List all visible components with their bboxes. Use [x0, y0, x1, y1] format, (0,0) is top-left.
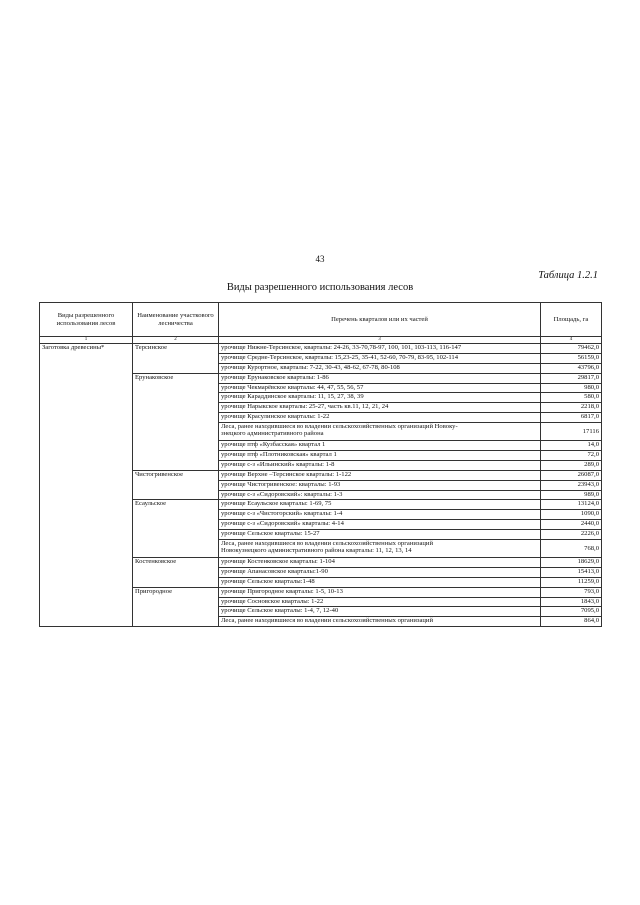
quarters-cell — [219, 363, 541, 373]
column-number: 4 — [541, 337, 602, 344]
quarters-text-line2: Новокузнецкого административного района кварталы: 11, 12, 13, 14 — [221, 547, 412, 555]
area-cell: 29817,0 — [541, 373, 602, 383]
area-cell: 2218,0 — [541, 403, 602, 413]
area-cell: 1843,0 — [541, 597, 602, 607]
quarters-text: урочище Верхне –Терсинское кварталы: 1-122 — [221, 470, 352, 478]
quarters-cell — [219, 373, 541, 383]
forest-use-table — [39, 302, 602, 627]
quarters-cell — [219, 344, 541, 354]
quarters-cell — [219, 587, 541, 597]
quarters-cell — [219, 577, 541, 587]
area-cell: 580,0 — [541, 393, 602, 403]
quarters-text: урочище птф «Кузбасская» квартал 1 — [221, 441, 326, 449]
quarters-text: урочище с-з «Сидоровский» кварталы: 4-14 — [221, 520, 344, 528]
quarters-text: урочище птф «Плотниковская» квартал 1 — [221, 451, 337, 459]
forestry-name-cell: Терсинское — [133, 344, 219, 374]
quarters-text: урочище Сельское кварталы: 15-27 — [221, 530, 320, 538]
quarters-cell — [219, 480, 541, 490]
quarters-text: урочище Нарыкское кварталы: 25-27, часть кв.11, 12, 21, 24 — [221, 403, 389, 411]
quarters-cell — [219, 558, 541, 568]
quarters-text: урочище Чистогривенское: кварталы: 1-93 — [221, 480, 341, 488]
quarters-text: урочище Костенковское кварталы: 1-104 — [221, 558, 335, 566]
area-cell: 864,0 — [541, 617, 602, 627]
quarters-cell — [219, 490, 541, 500]
quarters-text: урочище с-з «Ильинский» кварталы: 1-8 — [221, 460, 335, 468]
column-number: 3 — [219, 337, 541, 344]
quarters-text: урочище Ерунаковское кварталы: 1-86 — [221, 373, 329, 381]
quarters-text: урочище с-з «Чистогорский» кварталы: 1-4 — [221, 510, 343, 518]
quarters-cell — [219, 403, 541, 413]
quarters-text: Леса, ранее находившиеся во владении сельскохозяйственных организаций — [221, 617, 433, 625]
forestry-name-cell: Костенковское — [133, 558, 219, 588]
quarters-text: урочище Курортное, кварталы: 7-22, 30-43, 48-62, 67-78, 80-108 — [221, 363, 400, 371]
header-area: Площадь, га — [541, 303, 602, 337]
quarters-cell — [219, 540, 541, 558]
area-cell: 72,0 — [541, 451, 602, 461]
quarters-cell — [219, 617, 541, 627]
forestry-name-cell: Чистогривенское — [133, 470, 219, 500]
quarters-cell — [219, 423, 541, 441]
area-cell: 980,0 — [541, 383, 602, 393]
area-cell: 793,0 — [541, 587, 602, 597]
quarters-cell — [219, 441, 541, 451]
area-cell: 18629,0 — [541, 558, 602, 568]
quarters-text: урочище с-з «Сидоровский»: кварталы: 1-3 — [221, 490, 343, 498]
area-cell: 289,0 — [541, 460, 602, 470]
table-row — [40, 344, 602, 354]
area-cell: 7095,0 — [541, 607, 602, 617]
column-number: 2 — [133, 337, 219, 344]
quarters-cell — [219, 530, 541, 540]
header-use-type: Виды разрешенного использования лесов — [40, 303, 133, 337]
quarters-text: урочище Есаульское кварталы: 1-69, 75 — [221, 500, 332, 508]
area-cell: 2226,0 — [541, 530, 602, 540]
quarters-cell — [219, 460, 541, 470]
area-cell: 13124,0 — [541, 500, 602, 510]
quarters-text: урочище Красулинское кварталы: 1-22 — [221, 413, 330, 421]
area-cell: 14,0 — [541, 441, 602, 451]
quarters-cell — [219, 451, 541, 461]
quarters-cell — [219, 510, 541, 520]
area-cell: 1090,0 — [541, 510, 602, 520]
quarters-cell — [219, 520, 541, 530]
header-quarters: Перечень кварталов или их частей — [219, 303, 541, 337]
area-cell: 11259,0 — [541, 577, 602, 587]
quarters-text: урочище Сосновское кварталы: 1-22 — [221, 597, 324, 605]
column-number: 1 — [40, 337, 133, 344]
forestry-name-cell: Ерунаковское — [133, 373, 219, 470]
page-number: 43 — [315, 254, 325, 264]
area-cell: 26087,0 — [541, 470, 602, 480]
quarters-cell — [219, 383, 541, 393]
area-cell: 15413,0 — [541, 567, 602, 577]
quarters-cell — [219, 353, 541, 363]
table-body — [40, 344, 602, 627]
quarters-cell — [219, 500, 541, 510]
quarters-text: урочище Пригородное кварталы: 1-5, 10-13 — [221, 587, 343, 595]
quarters-text: урочище Чекмарёвское кварталы: 44, 47, 55, 56, 57 — [221, 383, 364, 391]
document-title: Виды разрешенного использования лесов — [226, 282, 414, 293]
use-type-cell: Заготовка древесины* — [40, 344, 133, 627]
area-cell: 989,0 — [541, 490, 602, 500]
forestry-name-cell: Есаульское — [133, 500, 219, 558]
table-header-row — [40, 303, 602, 337]
quarters-cell — [219, 597, 541, 607]
area-cell: 2440,0 — [541, 520, 602, 530]
area-cell: 23943,0 — [541, 480, 602, 490]
area-cell: 56159,0 — [541, 353, 602, 363]
area-cell: 768,0 — [541, 540, 602, 558]
quarters-text: урочище Караддинское кварталы: 11, 15, 27, 38, 39 — [221, 393, 364, 401]
area-cell: 43796,0 — [541, 363, 602, 373]
quarters-cell — [219, 607, 541, 617]
quarters-text: урочище Апанасовское кварталы:1-90 — [221, 567, 328, 575]
quarters-text-line2: знецкого административного района — [221, 430, 324, 438]
table-label: Таблица 1.2.1 — [538, 270, 598, 281]
quarters-text: урочище Сельское кварталы:1-48 — [221, 577, 315, 585]
quarters-text: урочище Сельское кварталы: 1-4, 7, 12-40 — [221, 607, 339, 615]
forestry-name-cell: Пригородное — [133, 587, 219, 627]
area-cell: 17116 — [541, 423, 602, 441]
quarters-text: Леса, ранее находившиеся во владении сельскохозяйственных организаций — [221, 540, 433, 548]
area-cell: 79462,0 — [541, 344, 602, 354]
quarters-cell — [219, 567, 541, 577]
column-number-row — [40, 337, 602, 344]
quarters-cell — [219, 413, 541, 423]
quarters-cell — [219, 393, 541, 403]
quarters-text: урочище Нижне-Терсинское, кварталы: 24-26, 33-70,78-97, 100, 101, 103-113, 116-147 — [221, 344, 462, 351]
area-cell: 6817,0 — [541, 413, 602, 423]
header-forestry: Наименование участкового лесничества — [133, 303, 219, 337]
quarters-text: урочище Средне-Терсинское, кварталы: 15,23-25, 35-41, 52-60, 70-79, 83-95, 102-114 — [221, 353, 459, 361]
quarters-text: Леса, ранее находившиеся во владении сельскохозяйственных организаций Новоку- — [221, 423, 458, 431]
quarters-cell — [219, 470, 541, 480]
